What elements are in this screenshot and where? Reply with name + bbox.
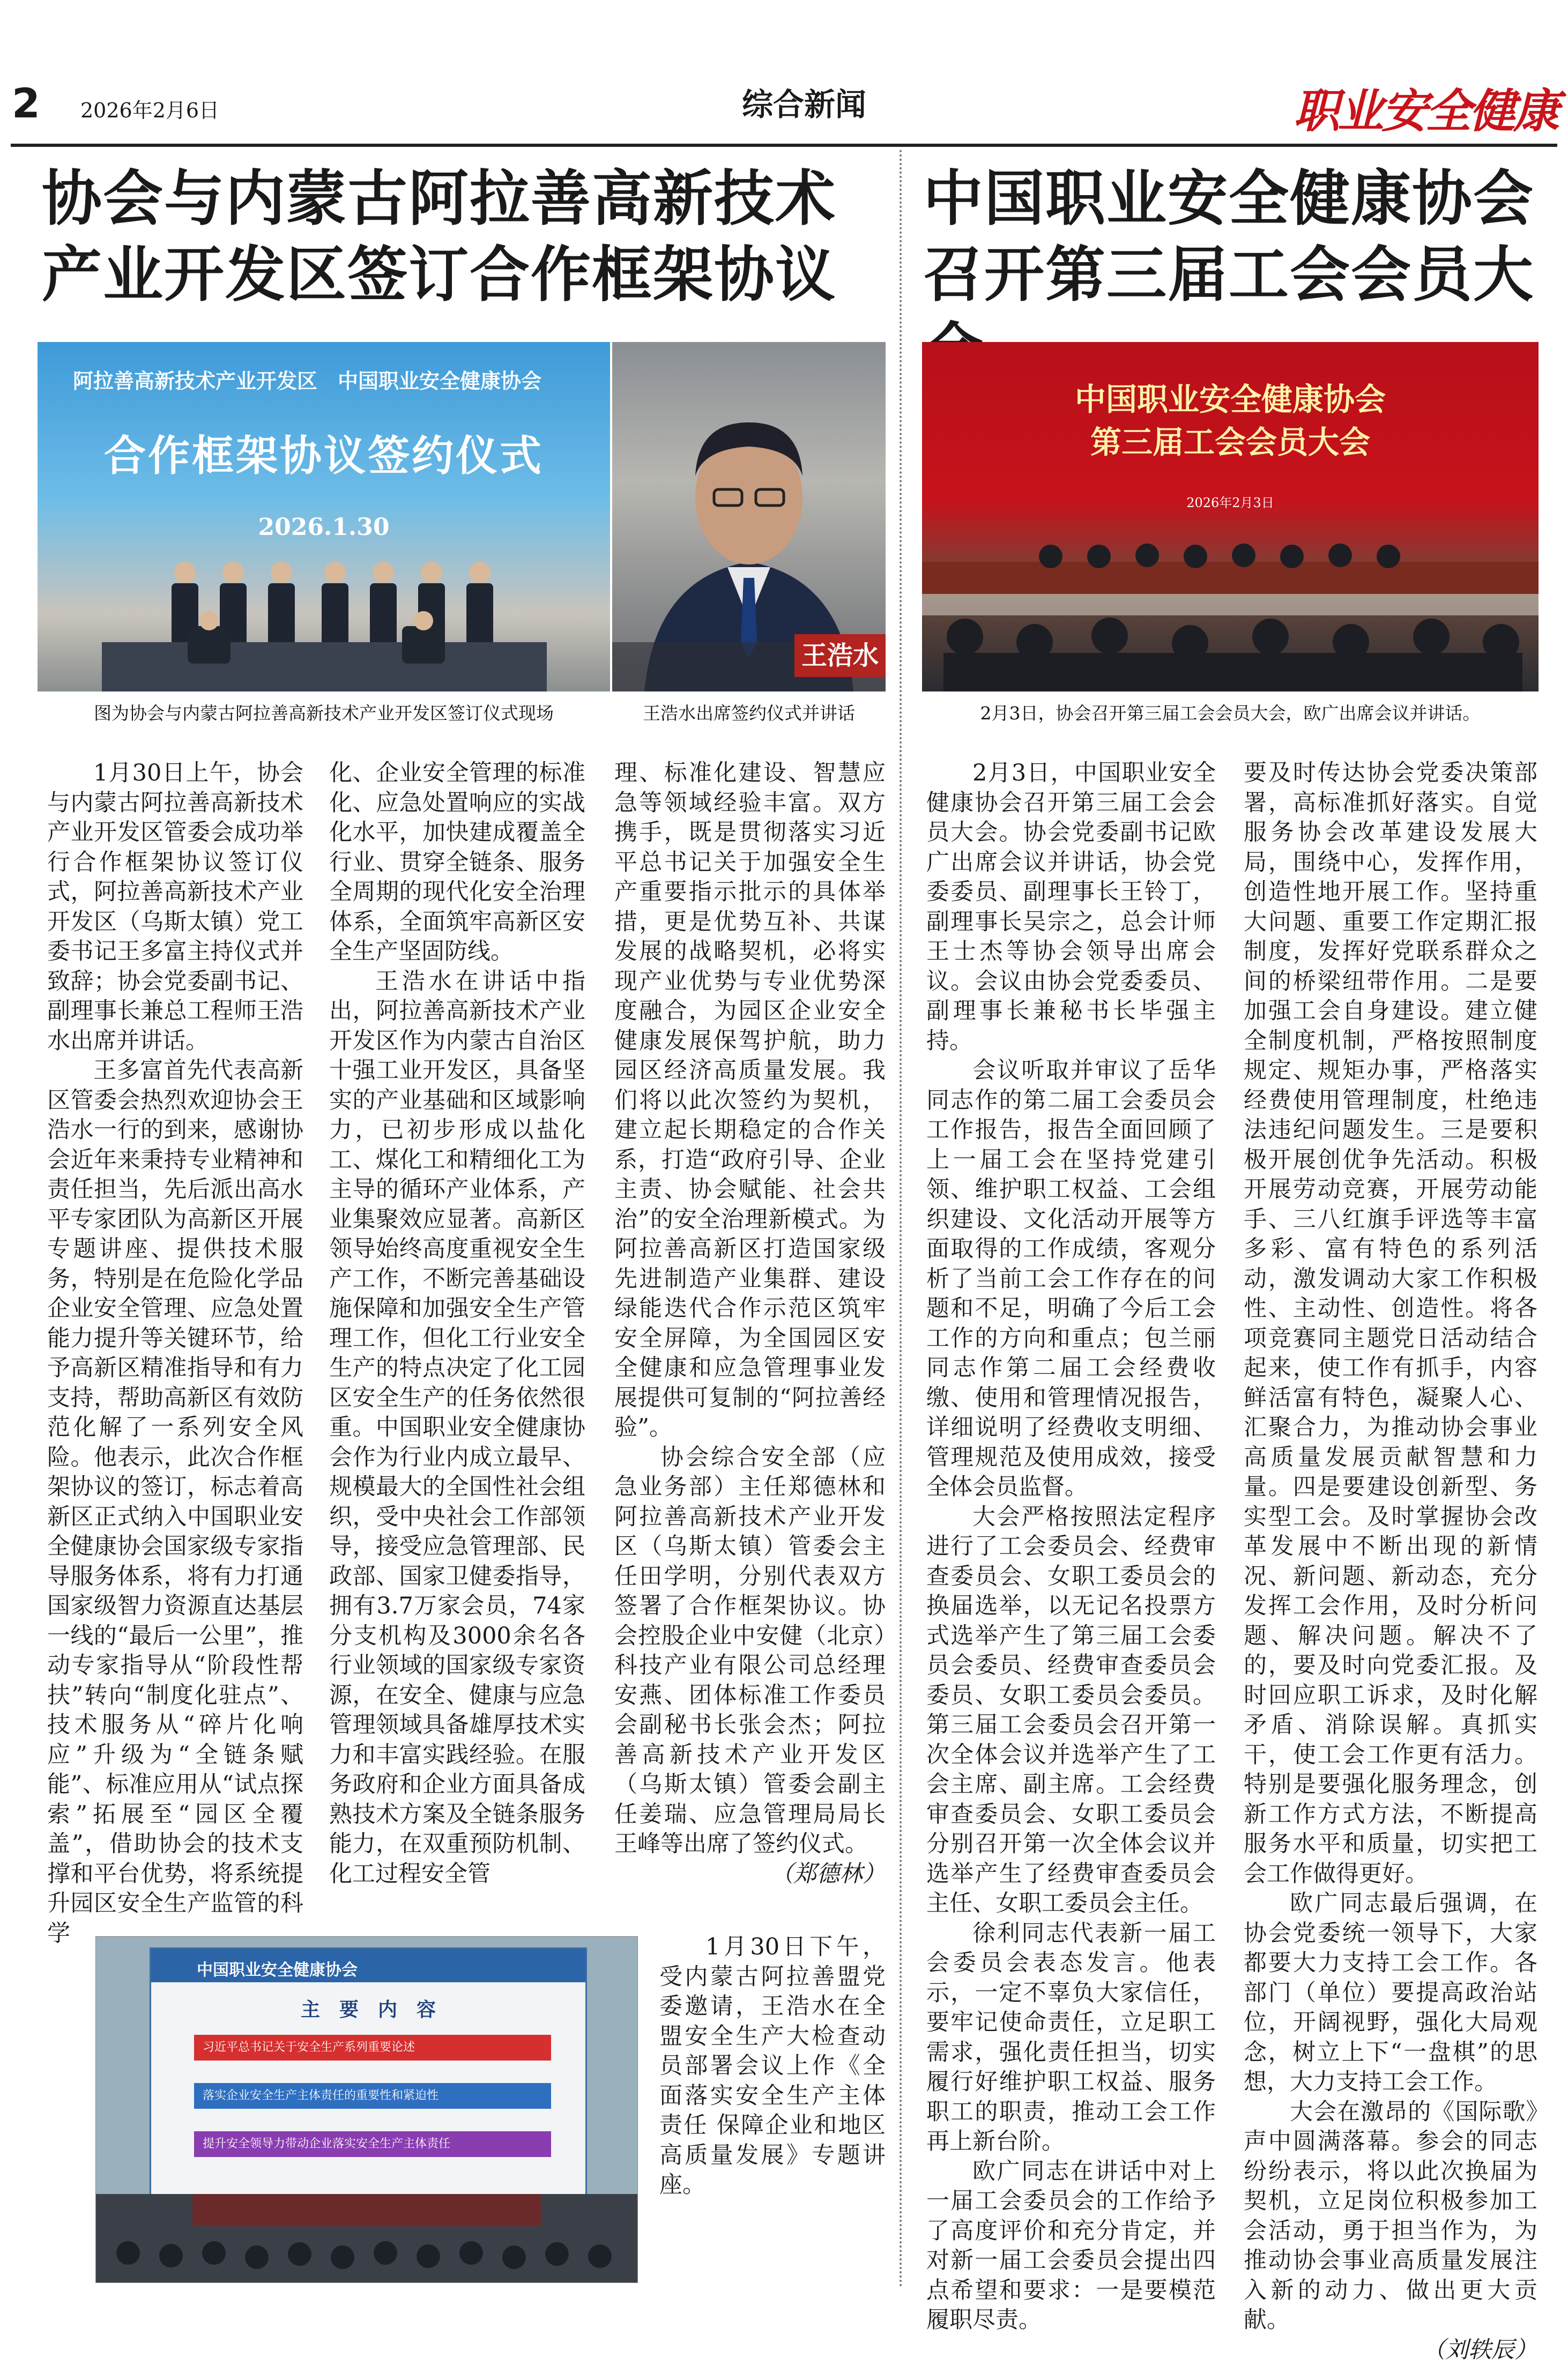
paragraph: 徐利同志代表新一届工会委员会表态发言。他表示，一定不辜负大家信任，要牢记使命责任，立足职工需求，强化责任担当，切实履行好维护职工权益、服务职工的职责，推动工会工作再上新台阶。 bbox=[926, 1919, 1216, 2157]
paragraph: 理、标准化建设、智慧应急等领域经验丰富。双方携手，既是贯彻落实习近平总书记关于加强安全生产重要指示批示的具体举措，更是优势互补、共谋发展的战略契机，必将实现产业优势与专业优势深度融合，为园区企业安全健康发展保驾护航，助力园区经济高质量发展。我们将以此次签约为契机，建立起长期稳定的合作关系，打造“政府引导、企业主责、协会赋能、社会共治”的安全治理新模式。为阿拉善高新区打造国家级先进制造产业集群、建设绿能迭代合作示范区筑牢安全屏障，为全国园区安全健康和应急管理事业发展提供可复制的“阿拉善经验”。 bbox=[614, 758, 886, 1443]
left-headline-line1: 协会与内蒙古阿拉善高新技术 bbox=[42, 161, 889, 237]
section-title: 综合新闻 bbox=[724, 79, 885, 124]
paragraph: 欧广同志在讲话中对上一届工会委员会的工作给予了高度评价和充分肯定，并对新一届工会委员会提出四点希望和要求：一是要模范履职尽责。 bbox=[926, 2157, 1216, 2336]
paragraph: 1月30日下午，受内蒙古阿拉善盟党委邀请，王浩水在全盟安全生产大检查动员部署会议上作《全面落实安全生产主体责任 保障企业和地区高质量发展》专题讲座。 bbox=[659, 1932, 886, 2200]
photo-banner-date: 2026年2月3日 bbox=[922, 492, 1539, 511]
signing-ceremony-people-icon bbox=[38, 546, 610, 691]
paragraph: 会议听取并审议了岳华同志作的第二届工会委员会工作报告，报告全面回顾了上一届工会在坚持党建引领、维护职工权益、工会组织建设、文化活动开展等方面取得的工作成绩，客观分析了当前工会工作存在的问题和不足，明确了今后工会工作的方向和重点；包兰丽同志作第二届工会经费收缴、使用和管理情况报告，详细说明了经费收支明细、管理规范及使用成效，接受全体会员监督。 bbox=[926, 1056, 1216, 1503]
header-rule bbox=[11, 144, 1557, 147]
paragraph: 协会综合安全部（应急业务部）主任郑德林和阿拉善高新技术产业开发区（乌斯太镇）管委会主任田学明，分别代表双方签署了合作框架协议。协会控股企业中安健（北京）科技产业有限公司总经理安燕、团体标准工作委员会副秘书长张会杰；阿拉善高新技术产业开发区（乌斯太镇）管委会副主任姜瑞、应急管理局局长王峰等出席了签约仪式。 bbox=[614, 1443, 886, 1860]
speaker-photo bbox=[612, 342, 886, 691]
presentation-screen bbox=[150, 1947, 587, 2197]
signing-ceremony-photo bbox=[38, 342, 610, 691]
right-article-column-1 bbox=[926, 758, 1216, 2336]
right-headline-line2: 召开第三届工会会员大 bbox=[923, 237, 1556, 389]
page-number: 2 bbox=[12, 79, 40, 127]
byline: （刘轶辰） bbox=[1244, 2336, 1537, 2365]
screen-item-2: 落实企业安全生产主体责任的重要性和紧迫性 bbox=[194, 2083, 551, 2109]
paragraph: 1月30日上午，协会与内蒙古阿拉善高新技术产业开发区管委会成功举行合作框架协议签订仪式，阿拉善高新技术产业开发区（乌斯太镇）党工委书记王多富主持仪式并致辞；协会党委副书记、副理事长兼总工程师王浩水出席并讲话。 bbox=[47, 758, 303, 1056]
lecture-note bbox=[659, 1932, 886, 2200]
left-headline bbox=[42, 161, 889, 313]
left-article-column-2 bbox=[329, 758, 585, 1889]
screen-org: 中国职业安全健康协会 bbox=[197, 1957, 358, 1980]
right-article-column-2 bbox=[1244, 758, 1537, 2365]
paragraph: 大会严格按照法定程序进行了工会委员会、经费审查委员会、女职工委员会的换届选举，以无记名投票方式选举产生了第三届工会委员会委员、经费审查委员会委员、女职工委员会委员。第三届工会委员会召开第一次全体会议并选举产生了工会主席、副主席。工会经费审查委员会、女职工委员会分别召开第一次全体会议并选举产生了经费审查委员会主任、女职工委员会主任。 bbox=[926, 1503, 1216, 1919]
issue-date: 2026年2月6日 bbox=[80, 94, 219, 123]
newspaper-logo: 职业安全健康 bbox=[1294, 74, 1557, 140]
union-meeting-photo bbox=[922, 342, 1539, 691]
speaker-name-tag: 王浩水 bbox=[794, 634, 886, 677]
left-article-column-3 bbox=[614, 758, 886, 1889]
paragraph: 欧广同志最后强调，在协会党委统一领导下，大家都要大力支持工会工作。各部门（单位）要提高政治站位，开阔视野，强化大局观念，树立上下“一盘棋”的思想，大力支持工会工作。 bbox=[1244, 1889, 1537, 2098]
screen-item-3: 提升安全领导力带动企业落实安全生产主体责任 bbox=[194, 2131, 551, 2157]
right-photo-caption: 2月3日，协会召开第三届工会会员大会，欧广出席会议并讲话。 bbox=[922, 700, 1539, 725]
byline: （郑德林） bbox=[614, 1860, 886, 1890]
lecture-photo bbox=[95, 1936, 638, 2283]
paragraph: 要及时传达协会党委决策部署，高标准抓好落实。自觉服务协会改革建设发展大局，围绕中心，发挥作用，创造性地开展工作。坚持重大问题、重要工作定期汇报制度，发挥好党联系群众之间的桥梁纽带作用。二是要加强工会自身建设。建立健全制度机制，严格按照制度规定、规矩办事，严格落实经费使用管理制度，杜绝违法违纪问题发生。三是要积极开展创优争先活动。积极开展劳动竞赛，开展劳动能手、三八红旗手评选等丰富多彩、富有特色的系列活动，激发调动大家工作积极性、主动性、创造性。将各项竞赛同主题党日活动结合起来，使工作有抓手，内容鲜活富有特色，凝聚人心、汇聚合力，为推动协会事业高质量发展贡献智慧和力量。四是要建设创新型、务实型工会。及时掌握协会改革发展中不断出现的新情况、新问题、新动态，充分发挥工会作用，及时分析问题、解决问题。解决不了的，要及时向党委汇报。及时回应职工诉求，及时化解矛盾、消除误解。真抓实干，使工会工作更有活力。特别是要强化服务理念，创新工作方式方法，不断提高服务水平和质量，切实把工会工作做得更好。 bbox=[1244, 758, 1537, 1889]
screen-title: 主 要 内 容 bbox=[151, 1995, 585, 2022]
right-headline-line1: 中国职业安全健康协会 bbox=[923, 161, 1556, 237]
photo1-banner-date: 2026.1.30 bbox=[38, 514, 610, 541]
meeting-attendees-icon bbox=[922, 514, 1539, 691]
photo2-caption: 王浩水出席签约仪式并讲话 bbox=[612, 700, 886, 725]
photo1-banner-line: 阿拉善高新技术产业开发区 中国职业安全健康协会 bbox=[73, 365, 541, 394]
paragraph: 王多富首先代表高新区管委会热烈欢迎协会王浩水一行的到来，感谢协会近年来秉持专业精神和责任担当，先后派出高水平专家团队为高新区开展专题讲座、提供技术服务，特别是在危险化学品企业安全管理、应急处置能力提升等关键环节，给予高新区精准指导和有力支持，帮助高新区有效防范化解了一系列安全风险。他表示，此次合作框架协议的签订，标志着高新区正式纳入中国职业安全健康协会国家级专家指导服务体系，将有力打通国家级智力资源直达基层一线的“最后一公里”，推动专家指导从“阶段性帮扶”转向“制度化驻点”、技术服务从“碎片化响应”升级为“全链条赋能”、标准应用从“试点探索”拓展至“园区全覆盖”，借助协会的技术支撑和平台优势，将系统提升园区安全生产监管的科学 bbox=[47, 1056, 303, 1948]
paragraph: 化、企业安全管理的标准化、应急处置响应的实战化水平，加快建成覆盖全行业、贯穿全链条、服务全周期的现代化安全治理体系，全面筑牢高新区安全生产坚固防线。 bbox=[329, 758, 585, 967]
audience-icon bbox=[96, 2194, 637, 2282]
paragraph: 王浩水在讲话中指出，阿拉善高新技术产业开发区作为内蒙古自治区十强工业开发区，具备坚实的产业基础和区域影响力，已初步形成以盐化工、煤化工和精细化工为主导的循环产业体系，产业集聚效应显著。高新区领导始终高度重视安全生产工作，不断完善基础设施保障和加强安全生产管理工作，但化工行业安全生产的特点决定了化工园区安全生产的任务依然很重。中国职业安全健康协会作为行业内成立最早、规模最大的全国性社会组织，受中央社会工作部领导，接受应急管理部、民政部、国家卫健委指导，拥有3.7万家会员，74家分支机构及3000余名各行业领域的国家级专家资源，在安全、健康与应急管理领域具备雄厚技术实力和丰富实践经验。在服务政府和企业方面具备成熟技术方案及全链条服务能力，在双重预防机制、化工过程安全管 bbox=[329, 967, 585, 1890]
paragraph: 大会在激昂的《国际歌》声中圆满落幕。参会的同志纷纷表示，将以此次换届为契机，立足岗位积极参加工会活动，勇于担当作为，为推动协会事业高质量发展注入新的动力、做出更大贡献。 bbox=[1244, 2098, 1537, 2336]
column-divider bbox=[900, 150, 902, 2289]
left-headline-line2: 产业开发区签订合作框架协议 bbox=[42, 237, 889, 313]
photo1-caption: 图为协会与内蒙古阿拉善高新技术产业开发区签订仪式现场 bbox=[38, 700, 610, 725]
left-article-column-1 bbox=[47, 758, 303, 1948]
screen-item-1: 习近平总书记关于安全生产系列重要论述 bbox=[194, 2035, 551, 2061]
photo-banner-line1: 中国职业安全健康协会 bbox=[922, 374, 1539, 419]
photo1-banner-title: 合作框架协议签约仪式 bbox=[38, 422, 610, 482]
photo-banner-line2: 第三届工会会员大会 bbox=[922, 417, 1539, 462]
paragraph: 2月3日，中国职业安全健康协会召开第三届工会会员大会。协会党委副书记欧广出席会议并讲话，协会党委委员、副理事长王铃丁，副理事长吴宗之，总会计师王士杰等协会领导出席会议。会议由协会党委委员、副理事长兼秘书长毕强主持。 bbox=[926, 758, 1216, 1056]
